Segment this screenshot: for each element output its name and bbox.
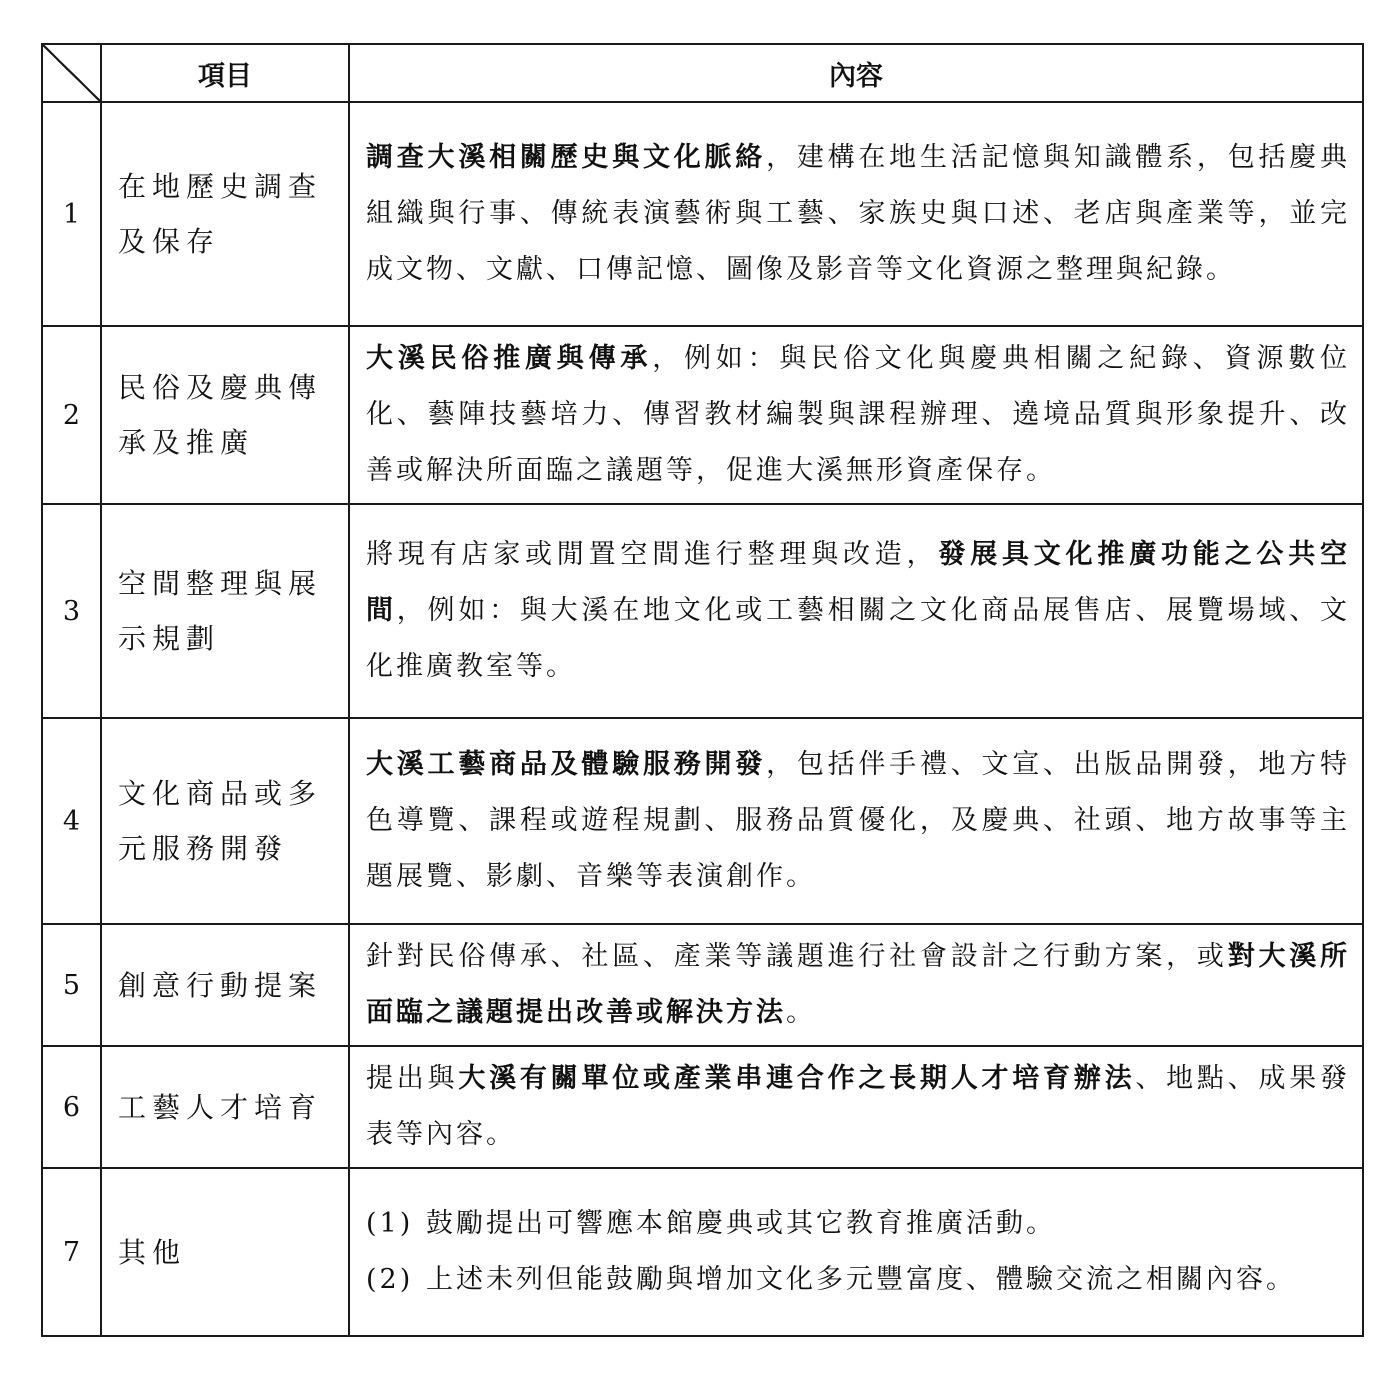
row-item: 在地歷史調查及保存 (101, 102, 349, 326)
table-row (42, 326, 1363, 504)
list-item (366, 1196, 1350, 1252)
row-number: 5 (42, 924, 101, 1046)
content-text: 提出與 (366, 1063, 459, 1094)
row-item: 空間整理與展示規劃 (101, 504, 349, 718)
list-text: 上述未列但能鼓勵與增加文化多元豐富度、體驗交流之相關內容。 (426, 1264, 1296, 1295)
content-text: 針對民俗傳承、社區、產業等議題進行社會設計之行動方案，或 (366, 941, 1228, 972)
table-row (42, 718, 1363, 924)
table-row (42, 504, 1363, 718)
row-item: 民俗及慶典傳承及推廣 (101, 326, 349, 504)
row-item: 創意行動提案 (101, 924, 349, 1046)
diagonal-corner-cell (42, 44, 101, 102)
row-content (349, 924, 1363, 1046)
row-item: 工藝人才培育 (101, 1046, 349, 1168)
table-row (42, 924, 1363, 1046)
content-table (41, 43, 1364, 1337)
row-content (349, 504, 1363, 718)
table-row (42, 1046, 1363, 1168)
row-content (349, 1046, 1363, 1168)
list-text: 鼓勵提出可響應本館慶典或其它教育推廣活動。 (426, 1208, 1056, 1239)
row-number: 6 (42, 1046, 101, 1168)
content-bold: 大溪工藝商品及體驗服務開發 (366, 749, 767, 780)
row-content (349, 1168, 1363, 1336)
row-content (349, 102, 1363, 326)
content-text: ，建構在地生活記憶與知識體系，包括慶典組織與行事、傳統表演藝術與工藝、家族史與口述、老店與產業等，並完成文物、文獻、口傳記憶、圖像及影音等文化資源之整理與紀錄。 (366, 142, 1351, 285)
row-item: 其他 (101, 1168, 349, 1336)
row-item: 文化商品或多元服務開發 (101, 718, 349, 924)
row-number: 7 (42, 1168, 101, 1336)
header-content: 內容 (349, 44, 1363, 102)
content-text: ，包括伴手禮、文宣、出版品開發，地方特色導覽、課程或遊程規劃、服務品質優化，及慶典、社頭、地方故事等主題展覽、影劇、音樂等表演創作。 (366, 749, 1351, 892)
row-content (349, 718, 1363, 924)
row-number: 3 (42, 504, 101, 718)
list-label: (1) (366, 1208, 414, 1239)
content-bold: 對大溪所面臨之議題提出改善或解決方法 (366, 941, 1351, 1028)
row-number: 4 (42, 718, 101, 924)
content-text: ，例如：與大溪在地文化或工藝相關之文化商品展售店、展覽場域、文化推廣教室等。 (366, 595, 1351, 682)
header-item: 項目 (101, 44, 349, 102)
header-row (42, 44, 1363, 102)
content-bold: 發展具文化推廣功能之公共空間 (366, 539, 1351, 626)
table-row (42, 1168, 1363, 1336)
row-content (349, 326, 1363, 504)
list-label: (2) (366, 1264, 414, 1295)
content-text: 、地點、成果發表等內容。 (366, 1063, 1351, 1150)
list-item (366, 1252, 1350, 1308)
content-bold: 大溪民俗推廣與傳承 (366, 343, 653, 374)
content-text: 將現有店家或閒置空間進行整理與改造， (366, 539, 939, 570)
row-number: 2 (42, 326, 101, 504)
table-row (42, 102, 1363, 326)
row-number: 1 (42, 102, 101, 326)
content-text: ，例如：與民俗文化與慶典相關之紀錄、資源數位化、藝陣技藝培力、傳習教材編製與課程辦理、遶境品質與形象提升、改善或解決所面臨之議題等，促進大溪無形資產保存。 (366, 343, 1351, 486)
content-text: 。 (786, 997, 816, 1028)
content-bold: 大溪有關單位或產業串連合作之長期人才培育辦法 (458, 1063, 1136, 1094)
content-bold: 調查大溪相關歷史與文化脈絡 (366, 142, 767, 173)
